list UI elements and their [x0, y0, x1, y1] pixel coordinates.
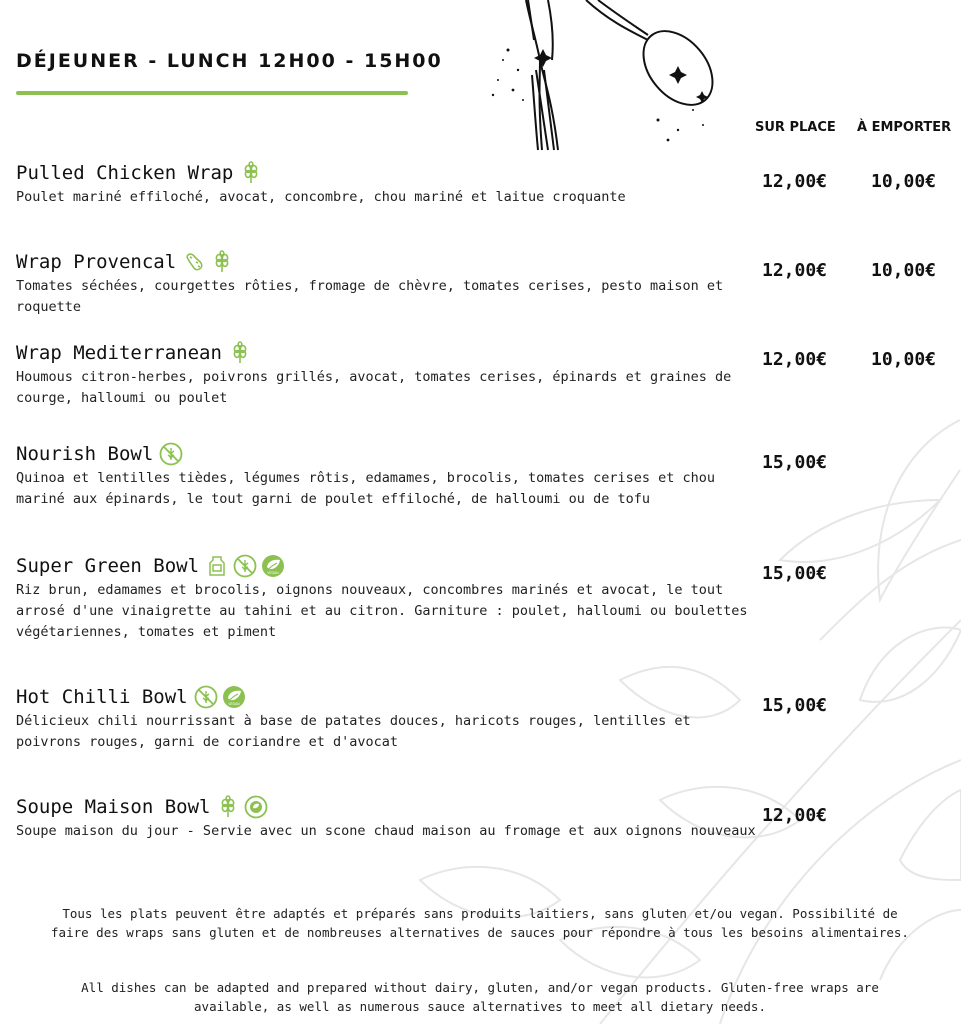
price-sur-place: 15,00€ — [762, 695, 828, 716]
wheat-icon — [239, 161, 263, 185]
column-header-sur-place: SUR PLACE — [755, 120, 836, 135]
vegan-icon — [261, 554, 285, 578]
title-underline — [16, 91, 408, 95]
menu-item-nourish-bowl — [16, 442, 756, 510]
price-a-emporter: 10,00€ — [871, 260, 937, 281]
svg-text:VEGAN: VEGAN — [228, 702, 240, 706]
item-name: Pulled Chicken Wrap — [16, 162, 234, 184]
dietary-note-en: All dishes can be adapted and prepared without dairy, gluten, and/or vegan products. Gluten-free wraps are available, as well as numerous sauce alternatives to meet all dietary needs. — [81, 980, 879, 1014]
wheat-icon — [210, 250, 234, 274]
item-description: Poulet mariné effiloché, avocat, concombre, chou mariné et laitue croquante — [16, 189, 626, 205]
price-a-emporter: 10,00€ — [871, 171, 937, 192]
menu-item-wrap-mediterranean — [16, 341, 756, 409]
item-description: Soupe maison du jour - Servie avec un scone chaud maison au fromage et aux oignons nouveaux — [16, 823, 756, 839]
dairy-free-icon — [205, 554, 229, 578]
price-sur-place: 12,00€ — [762, 171, 828, 192]
wheat-icon — [228, 341, 252, 365]
gluten-free-icon — [159, 442, 183, 466]
item-name: Hot Chilli Bowl — [16, 686, 188, 708]
menu-item-super-green-bowl — [16, 554, 756, 643]
peanut-icon — [182, 250, 206, 274]
price-sur-place: 12,00€ — [762, 260, 828, 281]
item-name: Wrap Mediterranean — [16, 342, 222, 364]
column-header-a-emporter: À EMPORTER — [857, 120, 952, 135]
price-sur-place: 12,00€ — [762, 349, 828, 370]
item-name: Wrap Provencal — [16, 251, 177, 273]
menu-item-soupe-maison-bowl — [16, 795, 756, 842]
price-sur-place: 15,00€ — [762, 563, 828, 584]
page-title: DÉJEUNER - LUNCH 12H00 - 15H00 — [16, 50, 443, 72]
price-sur-place: 12,00€ — [762, 805, 828, 826]
item-name: Nourish Bowl — [16, 443, 154, 465]
item-name: Soupe Maison Bowl — [16, 796, 211, 818]
gluten-free-icon — [233, 554, 257, 578]
price-sur-place: 15,00€ — [762, 452, 828, 473]
dietary-note-fr: Tous les plats peuvent être adaptés et préparés sans produits laitiers, sans gluten et/ou vegan. Possibilité de faire des wraps sans gluten et de nombreuses alternatives de sauces pour répondre à tous les besoins alimentaires. — [51, 906, 909, 940]
menu-item-wrap-provencal — [16, 250, 756, 318]
menu-item-pulled-chicken-wrap — [16, 161, 756, 208]
item-description: Quinoa et lentilles tièdes, légumes rôtis, edamames, brocolis, tomates cerises et chou mariné aux épinards, le tout garni de poulet effiloché, de halloumi ou de tofu — [16, 470, 715, 507]
price-a-emporter: 10,00€ — [871, 349, 937, 370]
item-description: Tomates séchées, courgettes rôties, fromage de chèvre, tomates cerises, pesto maison et roquette — [16, 278, 724, 315]
menu-item-hot-chilli-bowl — [16, 685, 756, 753]
svg-text:VEGAN: VEGAN — [267, 571, 279, 575]
item-name: Super Green Bowl — [16, 555, 200, 577]
item-description: Délicieux chili nourrissant à base de patates douces, haricots rouges, lentilles et poivrons rouges, garni de coriandre et d'avocat — [16, 713, 691, 750]
item-description: Riz brun, edamames et brocolis, oignons nouveaux, concombres marinés et avocat, le tout arrosé d'une vinaigrette au tahini et au citron. Garniture : poulet, halloumi ou boulettes végétariennes, tomates et piment — [16, 582, 748, 640]
vegan-icon — [222, 685, 246, 709]
item-description: Houmous citron-herbes, poivrons grillés, avocat, tomates cerises, épinards et graines de courge, halloumi ou poulet — [16, 369, 732, 406]
wheat-icon — [216, 795, 240, 819]
vegetarian-icon — [244, 795, 268, 819]
fork-spoon-icon — [478, 0, 728, 180]
gluten-free-icon — [194, 685, 218, 709]
